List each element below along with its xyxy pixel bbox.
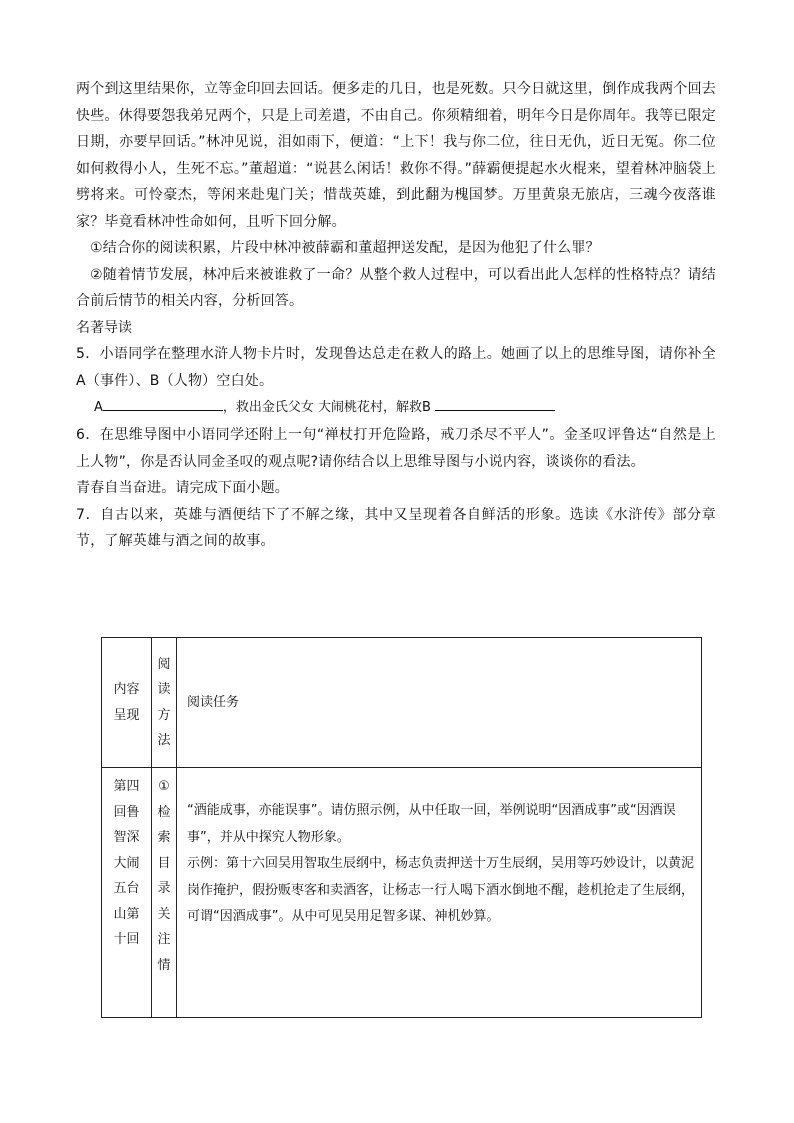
- question-4-2: ②随着情节发展，林冲后来被谁救了一命？从整个救人过程中，可以看出此人怎样的性格特点？请结合前后情节的相关内容，分析回答。: [76, 266, 716, 309]
- question-5-answer-line: [94, 394, 716, 422]
- answer-b-blank[interactable]: [435, 396, 555, 411]
- task-cell: [177, 768, 702, 1018]
- question-6: 6．在思维导图中小语同学还附上一句“禅杖打开危险路，戒刀杀尽不平人”。金圣叹评鲁达“自然是上上人物”，你是否认同金圣叹的观点呢?请你结合以上思维导图与小说内容，谈谈你的看法。: [76, 427, 716, 470]
- question-7: 7．自古以来，英雄与酒便结下了不解之缘，其中又呈现着各自鲜活的形象。选读《水浒传》部分章节，了解英雄与酒之间的故事。: [76, 506, 716, 549]
- header-method-cell: 阅读方法: [152, 638, 177, 768]
- content-cell: 第四回鲁智深大闹五台山第十回: [102, 768, 152, 1018]
- table-row: [102, 768, 702, 1018]
- answer-a-blank[interactable]: [103, 396, 223, 411]
- header-task-cell: 阅读任务: [177, 638, 702, 768]
- answer-middle-text: ，救出金氏父女 大闹桃花村，解救B: [222, 400, 431, 415]
- task-example: 示例：第十六回吴用智取生辰纲中，杨志负责押送十万生辰纲，吴用等巧妙设计，以黄泥岗作掩护，假扮贩枣客和卖酒客，让杨志一行人喝下酒水倒地不醒，趁机抢走了生辰纲，可谓“因酒成事”。从中可见吴用足智多谋、神机妙算。: [187, 856, 695, 924]
- header-content-cell: 内容呈现: [102, 638, 152, 768]
- table-header-row: [102, 638, 702, 768]
- question-5: 5．小语同学在整理水浒人物卡片时，发现鲁达总走在救人的路上。她画了以上的思维导图，请你补全A（事件）、B（人物）空白处。: [76, 346, 716, 389]
- task-question: “酒能成事，亦能误事”。请仿照示例，从中任取一回，举例说明“因酒成事”或“因酒误事”，并从中探究人物形象。: [187, 803, 676, 845]
- question-4-1: ①结合你的阅读积累，片段中林冲被薛霸和董超押送发配，是因为他犯了什么罪？: [90, 240, 600, 256]
- instruction-text: 青春自当奋进。请完成下面小题。: [76, 480, 289, 496]
- section-title: 名著导读: [76, 319, 132, 336]
- answer-a-label: A: [94, 400, 103, 415]
- method-cell: ①检索目录关注情: [152, 768, 177, 1018]
- passage-text: 两个到这里结果你，立等金印回去回话。便多走的几日，也是死数。只今日就这里，倒作成我两个回去快些。休得要怨我弟兄两个，只是上司差遣，不由自己。你须精细着，明年今日是你周年。我等已限定日期，亦要早回话。”林冲见说，泪如雨下，便道：“上下！我与你二位，往日无仇，近日无冤。你二位如何救得小人，生死不忘。”董超道：“说甚么闲话！救你不得。”薛霸便提起水火棍来，望着林冲脑袋上劈将来。可怜豪杰，等闲来赴鬼门关；惜哉英雄，到此翻为槐国梦。万里黄泉无旅店，三魂今夜落谁家？毕竟看林冲性命如何，且听下回分解。: [76, 81, 716, 230]
- reading-task-table: [101, 637, 702, 1018]
- document-page: [76, 76, 716, 555]
